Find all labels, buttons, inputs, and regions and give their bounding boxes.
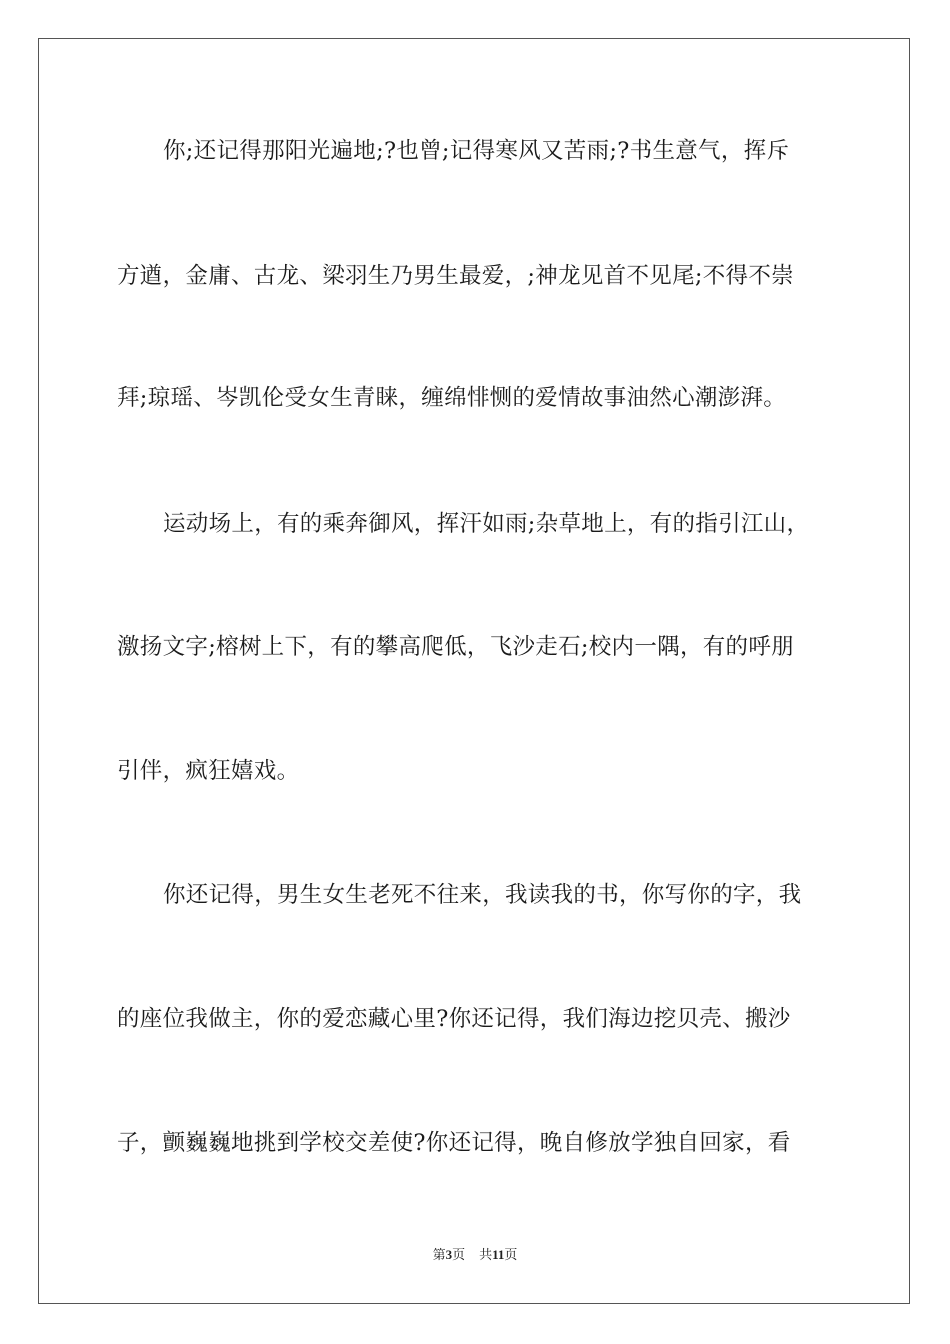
paragraph-2-line-3: 引伴，疯狂嬉戏。	[117, 758, 300, 784]
total-pages-number: 11	[492, 1247, 505, 1262]
current-page-number: 3	[445, 1247, 453, 1262]
total-prefix: 共	[479, 1247, 493, 1262]
paragraph-3-line-3: 子，颤巍巍地挑到学校交差使?你还记得，晚自修放学独自回家，看	[117, 1130, 791, 1156]
paragraph-1-line-2: 方遒，金庸、古龙、梁羽生乃男生最爱，;神龙见首不见尾;不得不崇	[117, 263, 794, 289]
paragraph-3-line-1: 你还记得，男生女生老死不往来，我读我的书，你写你的字，我	[163, 882, 802, 908]
paragraph-2-line-1: 运动场上，有的乘奔御风，挥汗如雨;杂草地上，有的指引江山，	[163, 511, 810, 537]
paragraph-3-line-2: 的座位我做主，你的爱恋藏心里?你还记得，我们海边挖贝壳、搬沙	[117, 1006, 791, 1032]
page-border	[38, 38, 910, 1304]
paragraph-1-line-3: 拜;琼瑶、岑凯伦受女生青睐，缠绵悱恻的爱情故事油然心潮澎湃。	[117, 385, 787, 411]
paragraph-1-line-1: 你;还记得那阳光遍地;?也曾;记得寒风又苦雨;?书生意气，挥斥	[163, 138, 790, 164]
paragraph-2-line-2: 激扬文字;榕树上下，有的攀高爬低，飞沙走石;校内一隅，有的呼朋	[117, 634, 794, 660]
page-suffix: 页	[452, 1247, 466, 1262]
total-suffix: 页	[504, 1247, 518, 1262]
page-footer	[0, 1246, 950, 1264]
page-prefix: 第	[432, 1247, 446, 1262]
